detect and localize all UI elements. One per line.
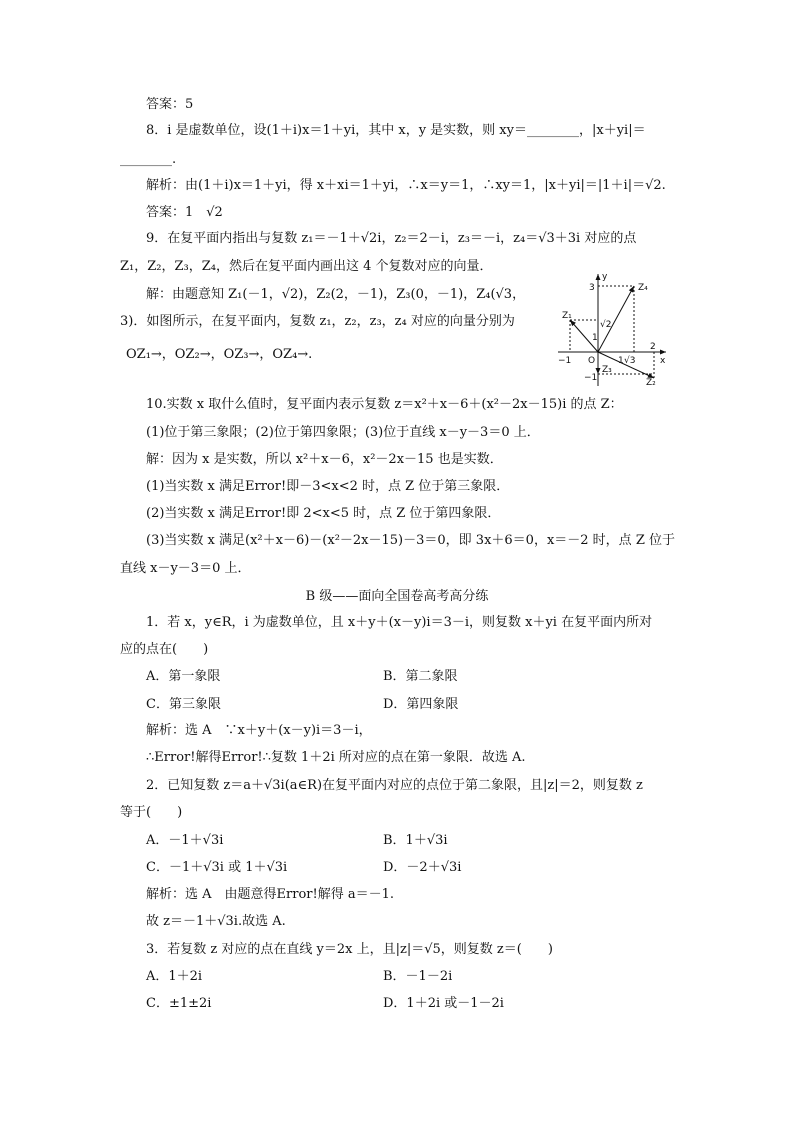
solution-9-line-2: 3)．如图所示，在复平面内，复数 z₁，z₂，z₃，z₄ 对应的向量分别为 <box>120 314 515 329</box>
b2-option-a: A．－1＋√3i <box>146 833 224 848</box>
solution-9-vectors: OZ₁→，OZ₂→，OZ₃→，OZ₄→. <box>126 347 313 362</box>
solution-10-part3: (3)当实数 x 满足(x²＋x－6)－(x²－2x－15)－3＝0，即 3x＋6＝0，x＝－2 时，点 Z 位于 <box>146 533 675 548</box>
solution-10-part2: (2)当实数 x 满足Error!即 2<x<5 时，点 Z 位于第四象限． <box>146 506 501 521</box>
origin-label: O <box>588 356 596 366</box>
problem-b3-line-1: 3．若复数 z 对应的点在直线 y＝2x 上，且|z|＝√5，则复数 z＝( ) <box>146 942 553 957</box>
b1-option-d: D．第四象限 <box>383 697 459 712</box>
tick-x-minus1: −1 <box>558 356 572 366</box>
b3-option-b: B．－1－2i <box>383 969 453 984</box>
b1-option-b: B．第二象限 <box>383 669 458 684</box>
b2-option-c: C．－1＋√3i 或 1＋√3i <box>146 860 288 875</box>
vector-oz4 <box>598 286 634 352</box>
b1-option-a: A．第一象限 <box>146 669 221 684</box>
tick-y-sqrt2: √2 <box>600 320 612 330</box>
problem-10-line-1: 10.实数 x 取什么值时，复平面内表示复数 z＝x²＋x－6＋(x²－2x－15)i 的点 Z： <box>146 397 623 412</box>
solution-10-part3-cont: 直线 x－y－3＝0 上． <box>120 561 251 576</box>
tick-y-minus1: −1 <box>584 373 598 383</box>
x-axis-label: x <box>660 356 666 366</box>
solution-10-intro: 解：因为 x 是实数，所以 x²＋x－6，x²－2x－15 也是实数． <box>146 452 503 467</box>
z3-label: Z₃ <box>602 365 612 375</box>
tick-y-3: 3 <box>589 283 595 293</box>
solution-9-line-1: 解：由题意知 Z₁(－1，√2)，Z₂(2，－1)，Z₃(0，－1)，Z₄(√3， <box>146 287 526 302</box>
problem-b2-line-2: 等于( ) <box>120 805 183 820</box>
solution-10-part1: (1)当实数 x 满足Error!即－3<x<2 时，点 Z 位于第三象限． <box>146 479 510 494</box>
b2-solution-line-2: 故 z＝－1＋√3i.故选 A. <box>146 914 286 929</box>
b2-option-d: D．－2＋√3i <box>383 860 462 875</box>
problem-9-line-2: Z₁，Z₂，Z₃，Z₄，然后在复平面内画出这 4 个复数对应的向量． <box>120 259 493 274</box>
z2-label: Z₂ <box>646 378 656 388</box>
problem-9-line-1: 9．在复平面内指出与复数 z₁＝－1＋√2i，z₂＝2－i，z₃＝－i，z₄＝√3＋3i 对应的点 <box>146 231 637 246</box>
z1-label: Z₁ <box>562 311 572 321</box>
b3-option-c: C．±1±2i <box>146 996 212 1011</box>
complex-plane-figure <box>556 270 672 388</box>
b1-solution-line-2: ∴Error!解得Error!∴复数 1＋2i 所对应的点在第一象限．故选 A. <box>146 750 526 765</box>
tick-y-1: 1 <box>592 333 598 343</box>
b3-option-d: D．1＋2i 或－1－2i <box>383 996 504 1011</box>
b1-solution-line-1: 解析：选 A ∵x＋y＋(x－y)i＝3－i， <box>146 723 372 738</box>
problem-8-line-1: 8．i 是虚数单位，设(1＋i)x＝1＋yi，其中 x，y 是实数，则 xy＝________，|x＋yi|＝ <box>146 123 646 138</box>
problem-8-line-2: ________. <box>120 152 177 167</box>
problem-b2-line-1: 2．已知复数 z＝a＋√3i(a∈R)在复平面内对应的点位于第二象限，且|z|＝2，则复数 z <box>146 778 643 793</box>
tick-x-sqrt3: √3 <box>624 356 636 366</box>
problem-b1-line-2: 应的点在( ) <box>120 642 209 657</box>
problem-10-line-2: (1)位于第三象限；(2)位于第四象限；(3)位于直线 x－y－3＝0 上． <box>146 425 540 440</box>
b1-option-c: C．第三象限 <box>146 697 221 712</box>
answer-8: 答案：1 √2 <box>146 205 223 220</box>
section-heading: B 级——面向全国卷高考高分练 <box>305 589 489 604</box>
z4-label: Z₄ <box>638 283 648 293</box>
solution-8: 解析：由(1＋i)x＝1＋yi，得 x＋xi＝1＋yi，∴x＝y＝1，∴xy＝1，|x＋yi|＝|1＋i|＝√2. <box>146 178 666 193</box>
tick-x-2: 2 <box>650 342 656 352</box>
answer-line: 答案：5 <box>146 97 194 112</box>
tick-x-1: 1 <box>618 356 624 366</box>
b2-option-b: B．1＋√3i <box>383 833 448 848</box>
y-axis-label: y <box>602 272 608 282</box>
b2-solution-line-1: 解析：选 A 由题意得Error!解得 a＝－1. <box>146 887 394 902</box>
b3-option-a: A．1＋2i <box>146 969 203 984</box>
problem-b1-line-1: 1．若 x，y∈R，i 为虚数单位，且 x＋y＋(x－y)i＝3－i，则复数 x＋yi 在复平面内所对 <box>146 615 653 630</box>
